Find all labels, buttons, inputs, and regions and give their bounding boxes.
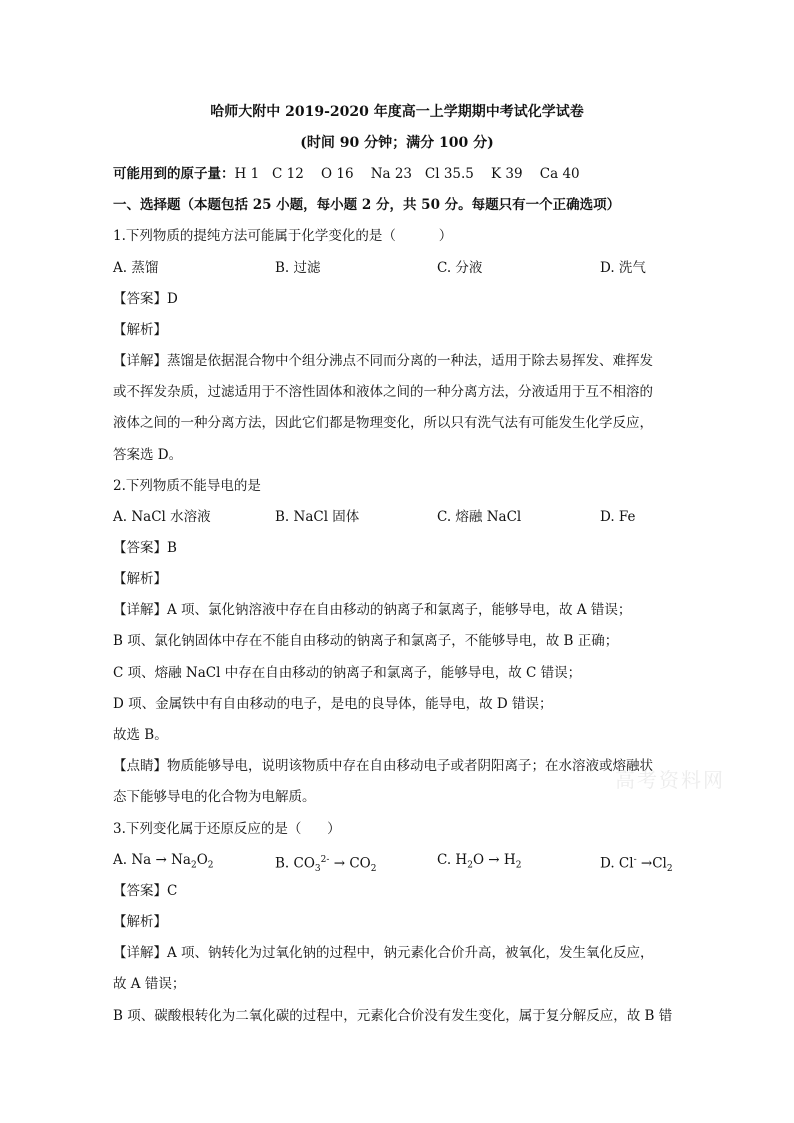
question-1-stem: 1.下列物质的提纯方法可能属于化学变化的是（ ） [113, 228, 453, 244]
question-3-detail-line: B 项、碳酸根转化为二氧化碳的过程中，元素化合价没有发生变化，属于复分解反应，故 B 错 [113, 1008, 673, 1024]
option-d: D. 洗气 [600, 260, 646, 276]
question-2-analysis-label: 【解析】 [113, 571, 167, 587]
option-b: B. NaCl 固体 [275, 509, 360, 525]
question-2-tip-line: 态下能够导电的化合物为电解质。 [113, 789, 316, 805]
question-3-detail-line: 故 A 错误； [113, 976, 186, 992]
question-2-options [113, 507, 673, 527]
question-2-detail-line: 故选 B。 [113, 727, 168, 743]
question-2-stem: 2.下列物质不能导电的是 [113, 478, 261, 494]
option-a: A. 蒸馏 [113, 260, 159, 276]
question-3-detail-line: 【详解】A 项、钠转化为过氧化钠的过程中，钠元素化合价升高，被氧化，发生氧化反应， [113, 945, 654, 961]
section-heading: 一、选择题（本题包括 25 小题，每小题 2 分，共 50 分。每题只有一个正确选项） [113, 197, 621, 213]
atomic-mass-label: 可能用到的原子量： [113, 166, 235, 182]
option-d: D. $Cl^- \to Cl_2$ [600, 855, 673, 875]
watermark: 高考资料网 [615, 768, 725, 792]
question-1-answer: 【答案】D [113, 291, 178, 307]
question-1-detail-line: 答案选 D。 [113, 447, 183, 463]
option-a: A. NaCl 水溶液 [113, 509, 211, 525]
option-c: C. $H_2O \to H_2$ [437, 852, 522, 871]
question-3-answer: 【答案】C [113, 883, 178, 899]
question-2-answer: 【答案】B [113, 540, 177, 556]
question-1-analysis-label: 【解析】 [113, 322, 167, 338]
question-2-detail-line: B 项、氯化钠固体中存在不能自由移动的钠离子和氯离子，不能够导电，故 B 正确； [113, 633, 619, 649]
question-3-stem: 3.下列变化属于还原反应的是（ ） [113, 821, 341, 837]
question-2-detail-line: C 项、熔融 NaCl 中存在自由移动的钠离子和氯离子，能够导电，故 C 错误； [113, 665, 582, 681]
option-c: C. 分液 [437, 260, 483, 276]
atomic-mass-values: H 1 C 12 O 16 Na 23 Cl 35.5 K 39 Ca 40 [234, 166, 580, 182]
option-d: D. Fe [600, 509, 636, 525]
question-3-options [113, 850, 673, 875]
page-subtitle: (时间 90 分钟；满分 100 分) [300, 135, 494, 151]
question-1-detail-line: 或不挥发杂质，过滤适用于不溶性固体和液体之间的一种分离方法，分液适用于互不相溶的 [113, 384, 653, 400]
option-a: A. $Na \to Na_2O_2$ [113, 852, 214, 871]
question-1-detail-line: 液体之间的一种分离方法，因此它们都是物理变化，所以只有洗气法有可能发生化学反应， [113, 415, 653, 431]
question-3-analysis-label: 【解析】 [113, 914, 167, 930]
question-1-options [113, 258, 673, 278]
page-title: 哈师大附中 2019-2020 年度高一上学期期中考试化学试卷 [210, 104, 584, 120]
option-b: B. 过滤 [275, 260, 321, 276]
question-1-detail-line: 【详解】蒸馏是依据混合物中个组分沸点不同而分离的一种法，适用于除去易挥发、难挥发 [113, 353, 653, 369]
question-2-detail-line: 【详解】A 项、氯化钠溶液中存在自由移动的钠离子和氯离子，能够导电，故 A 错误； [113, 602, 632, 618]
question-2-tip-line: 【点睛】物质能够导电，说明该物质中存在自由移动电子或者阴阳离子；在水溶液或熔融状 [113, 758, 653, 774]
option-b: B. $CO_3^{2-} \to CO_2$ [275, 855, 377, 875]
option-c: C. 熔融 NaCl [437, 509, 522, 525]
question-2-detail-line: D 项、金属铁中有自由移动的电子，是电的良导体，能导电，故 D 错误； [113, 696, 553, 712]
atomic-mass-line [113, 164, 580, 184]
